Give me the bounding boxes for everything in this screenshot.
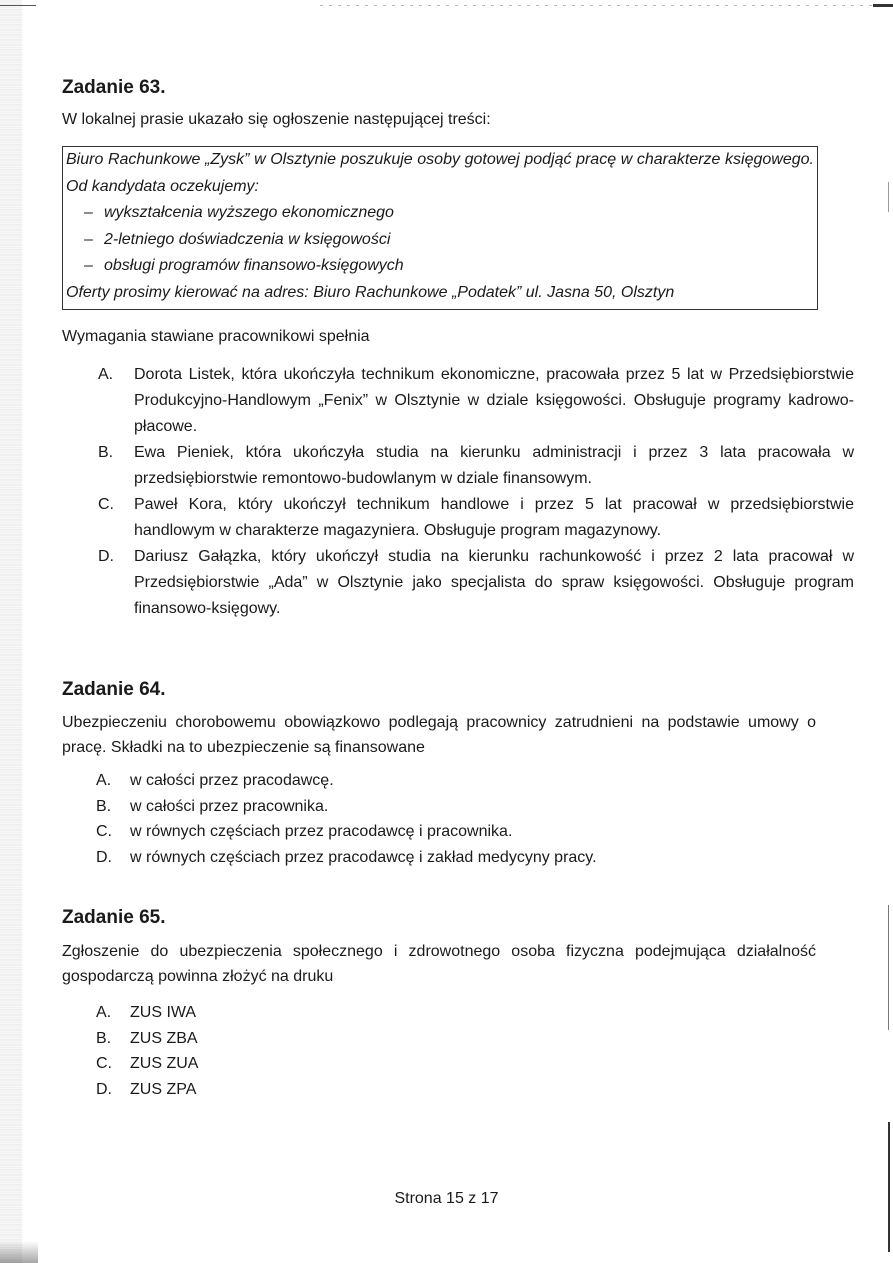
task-63-options	[98, 362, 854, 622]
scan-right-edge	[888, 1122, 890, 1252]
answer-option[interactable]: A. Dorota Listek, która ukończyła technikum ekonomiczne, pracowała przez 5 lat w Przedsiębiorstwie Produkcyjno-Handlowym „Fenix” w Olsztynie w dziale księgowości. Obsługuje programy kadrowo-płacowe.	[98, 366, 854, 435]
answer-option[interactable]: C. w równych częściach przez pracodawcę i pracownika.	[96, 823, 513, 840]
answer-option[interactable]: B. ZUS ZBA	[96, 1029, 198, 1047]
task-65-options	[96, 1000, 198, 1102]
task-63-title: Zadanie 63.	[62, 77, 166, 98]
scan-edge-left	[0, 0, 22, 1263]
answer-option[interactable]: C. Paweł Kora, który ukończył technikum handlowe i przez 5 lat pracował w przedsiębiorstwie handlowym w charakterze magazyniera. Obsługuje program magazynowy.	[98, 496, 854, 539]
ad-text: Biuro Rachunkowe „Zysk” w Olsztynie poszukuje osoby gotowej podjąć pracę w charakterze księgowego. Od kandydata oczekujemy:	[66, 151, 814, 195]
task-64-question: Ubezpieczeniu chorobowemu obowiązkowo podlegają pracownicy zatrudnieni na podstawie umowy o pracę. Składki na to ubezpieczenie są finansowane	[62, 714, 816, 756]
answer-option[interactable]: D. w równych częściach przez pracodawcę i zakład medycyny pracy.	[96, 848, 597, 866]
job-advertisement	[62, 146, 818, 310]
page-number: Strona 15 z 17	[394, 1190, 499, 1207]
task-64-title: Zadanie 64.	[62, 679, 166, 700]
answer-option[interactable]: B. w całości przez pracownika.	[96, 797, 329, 815]
scan-top-dots	[320, 5, 880, 6]
answer-option[interactable]: A. ZUS IWA	[96, 1004, 197, 1021]
answer-option[interactable]: A. w całości przez pracodawcę.	[96, 772, 334, 789]
task-63-intro: W lokalnej prasie ukazało się ogłoszenie następującej treści:	[62, 111, 491, 128]
scan-right-edge	[888, 182, 889, 212]
scan-top-right-mark	[873, 4, 893, 7]
task-64-options	[96, 768, 597, 870]
answer-option[interactable]: D. ZUS ZPA	[96, 1080, 197, 1098]
scan-top-mark	[0, 5, 36, 6]
task-65-question: Zgłoszenie do ubezpieczenia społecznego i zdrowotnego osoba fizyczna podejmująca działalność gospodarczą powinna złożyć na druku	[62, 943, 816, 985]
task-65-title: Zadanie 65.	[62, 907, 166, 928]
answer-option[interactable]: B. Ewa Pieniek, która ukończyła studia na kierunku administracji i przez 3 lata pracowała w przedsiębiorstwie remontowo-budowlanym w dziale finansowym.	[98, 444, 854, 487]
ad-requirement: – obsługi programów finansowo-księgowych	[84, 257, 404, 274]
ad-contact: Oferty prosimy kierować na adres: Biuro Rachunkowe „Podatek” ul. Jasna 50, Olsztyn	[66, 283, 675, 301]
answer-option[interactable]: C. ZUS ZUA	[96, 1055, 199, 1072]
scan-corner-shadow	[0, 1241, 38, 1263]
task-63-question: Wymagania stawiane pracownikowi spełnia	[62, 328, 370, 345]
scan-right-edge	[888, 905, 889, 1030]
ad-requirement: – 2-letniego doświadczenia w księgowości	[84, 230, 391, 248]
answer-option[interactable]: D. Dariusz Gałązka, który ukończył studia na kierunku rachunkowość i przez 2 lata pracował w Przedsiębiorstwie „Ada” w Olsztynie jako specjalista do spraw księgowości. Obsługuje program finansowo-księgowy.	[98, 548, 854, 617]
ad-requirement: – wykształcenia wyższego ekonomicznego	[84, 204, 394, 221]
